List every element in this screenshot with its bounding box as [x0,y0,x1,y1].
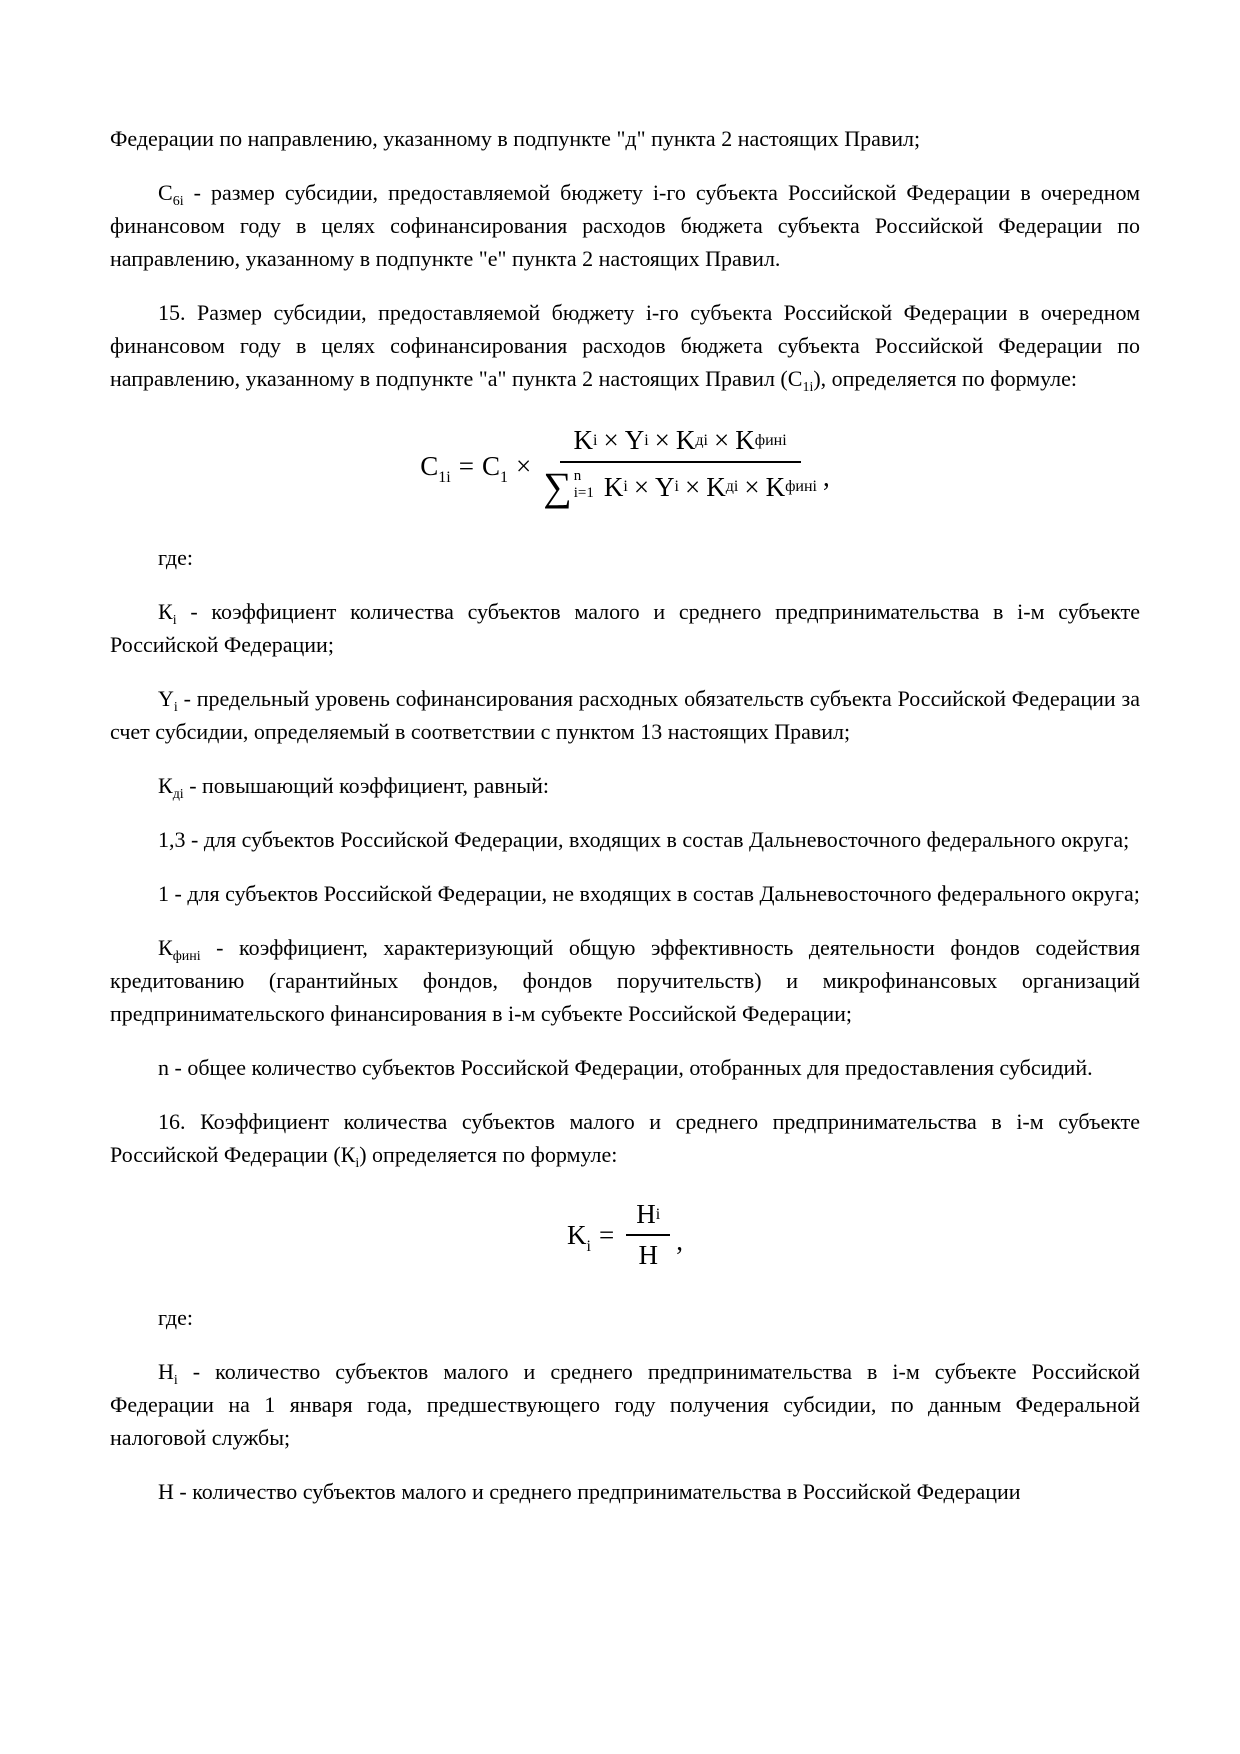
paragraph-text: n - общее количество субъектов Российской Федерации, отобранных для предоставления субсидий. [158,1055,1093,1081]
paragraph-kdi-definition [110,769,1140,802]
paragraph-text: ), определяется по формуле: [813,366,1077,391]
paragraph-coefficient-1-3 [110,823,1140,856]
paragraph-text: - коэффициент, характеризующий общую эффективность деятельности фондов содействия кредитованию (гарантийных фондов, фондов поручительств) и микрофинансовых организаций предпринимательского финансирования в i-м субъекте Российской Федерации; [110,935,1140,1027]
summation-sign: ∑ [543,464,572,510]
paragraph-text: где: [158,1305,193,1331]
paragraph-text: 15. Размер субсидии, предоставляемой бюджету i-го субъекта Российской Федерации в очередном финансовом году в целях софинансирования расходов бюджета субъекта Российской Федерации по направлению, указанному в подпункте "а" пункта 2 настоящих Правил (С [110,300,1140,391]
fraction-numerator: H i [626,1199,670,1236]
formula-c1i [110,425,1140,510]
formula-symbol: H [638,1240,658,1271]
symbol-base: К [158,773,173,799]
paragraph-coefficient-1 [110,877,1140,910]
symbol-subscript: i [355,1156,360,1172]
fraction-denominator: ∑ n i=1 K i × Y i × K дi × K финi [543,464,817,510]
multiplication-sign: × [633,471,650,502]
fraction [626,1199,670,1271]
symbol-base: К [158,935,173,961]
formula-subscript: 1 [499,468,508,486]
paragraph-where-2 [110,1301,1140,1334]
equals-sign: = [458,450,474,481]
symbol-subscript: 1i [802,380,814,395]
paragraph-text: - предельный уровень софинансирования расходных обязательств субъекта Российской Федерации за счет субсидии, определяемый в соответствии с пунктом 13 настоящих Правил; [110,686,1140,745]
paragraph-c6i-definition [110,176,1140,275]
summation-limits [574,468,594,503]
symbol-subscript: 6i [172,194,184,209]
summation-upper-limit: n [573,467,582,484]
formula-symbol: H [636,1199,656,1230]
multiplication-sign: × [654,425,670,455]
symbol-subscript: i [172,613,177,629]
paragraph-h-definition [110,1475,1140,1508]
formula-symbol: K [603,471,624,502]
paragraph-item-16 [110,1105,1140,1171]
multiplication-sign: × [515,450,532,481]
formula-symbol: K [567,1219,587,1250]
paragraph-text: - коэффициент количества субъектов малого и среднего предпринимательства в i-м субъекте Российской Федерации; [110,599,1140,658]
symbol-base: Н [158,1359,174,1385]
paragraph-text: Н - количество субъектов малого и среднего предпринимательства в Российской Федерации [158,1479,1021,1505]
formula-subscript: 1i [438,468,451,486]
formula-symbol: K [706,471,726,502]
paragraph-text: - повышающий коэффициент, равный: [183,773,550,799]
paragraph-text: 1,3 - для субъектов Российской Федерации, входящих в состав Дальневосточного федерального округа; [158,827,1130,853]
paragraph-text: - размер субсидии, предоставляемой бюджету i-го субъекта Российской Федерации в очередном финансовом году в целях софинансирования расходов бюджета субъекта Российской Федерации по направлению, указанному в подпункте "е" пункта 2 настоящих Правил. [110,180,1140,271]
formula-symbol: C [481,450,500,481]
fraction-numerator: K i × Y i × K дi × K финi [560,425,801,463]
paragraph-text: 16. Коэффициент количества субъектов малого и среднего предпринимательства в i-м субъекте Российской Федерации (К [110,1109,1140,1168]
equals-sign: = [599,1219,615,1250]
symbol-subscript: финi [172,949,201,965]
formula-symbol: C [420,450,439,481]
symbol-base: Y [158,686,174,712]
formula-symbol: K [573,425,594,455]
paragraph-text: Федерации по направлению, указанному в подпункте "д" пункта 2 настоящих Правил; [110,126,921,151]
paragraph-hi-definition [110,1355,1140,1454]
formula-subscript: i [586,1237,591,1255]
paragraph-text: 1 - для субъектов Российской Федерации, не входящих в состав Дальневосточного федерального округа; [158,881,1140,907]
multiplication-sign: × [744,471,760,502]
formula-comma: , [676,1226,683,1257]
formula-symbol: K [765,471,786,502]
multiplication-sign: × [685,471,701,502]
symbol-subscript: дi [172,787,184,803]
formula-ki [110,1199,1140,1271]
symbol-base: С [158,180,173,205]
formula-symbol: K [735,425,755,455]
paragraph-text: ) определяется по формуле: [359,1142,618,1168]
symbol-base: К [158,599,173,625]
paragraph-intro-continuation [110,122,1140,155]
fraction-denominator [638,1236,658,1271]
symbol-subscript: i [173,1373,178,1389]
formula-symbol: Y [655,471,675,502]
paragraph-text: где: [158,545,193,571]
formula-c1 [481,450,508,486]
fraction [543,425,817,510]
paragraph-n-definition [110,1051,1140,1084]
paragraph-ki-definition [110,595,1140,661]
paragraph-kfin-definition [110,931,1140,1030]
multiplication-sign: × [603,425,619,455]
formula-comma: , [823,462,830,492]
formula-symbol: Y [624,425,645,455]
symbol-subscript: i [173,700,178,716]
formula-lhs [567,1219,591,1255]
summation-lower-limit: i=1 [573,485,594,502]
paragraph-item-15 [110,296,1140,395]
multiplication-sign: × [714,425,730,455]
formula-lhs [420,450,451,486]
formula-symbol: K [675,425,696,455]
paragraph-yi-definition [110,682,1140,748]
paragraph-text: - количество субъектов малого и среднего предпринимательства в i-м субъекте Российской Федерации на 1 января года, предшествующего году получения субсидии, по данным Федеральной налоговой службы; [110,1359,1140,1451]
paragraph-where-1 [110,541,1140,574]
